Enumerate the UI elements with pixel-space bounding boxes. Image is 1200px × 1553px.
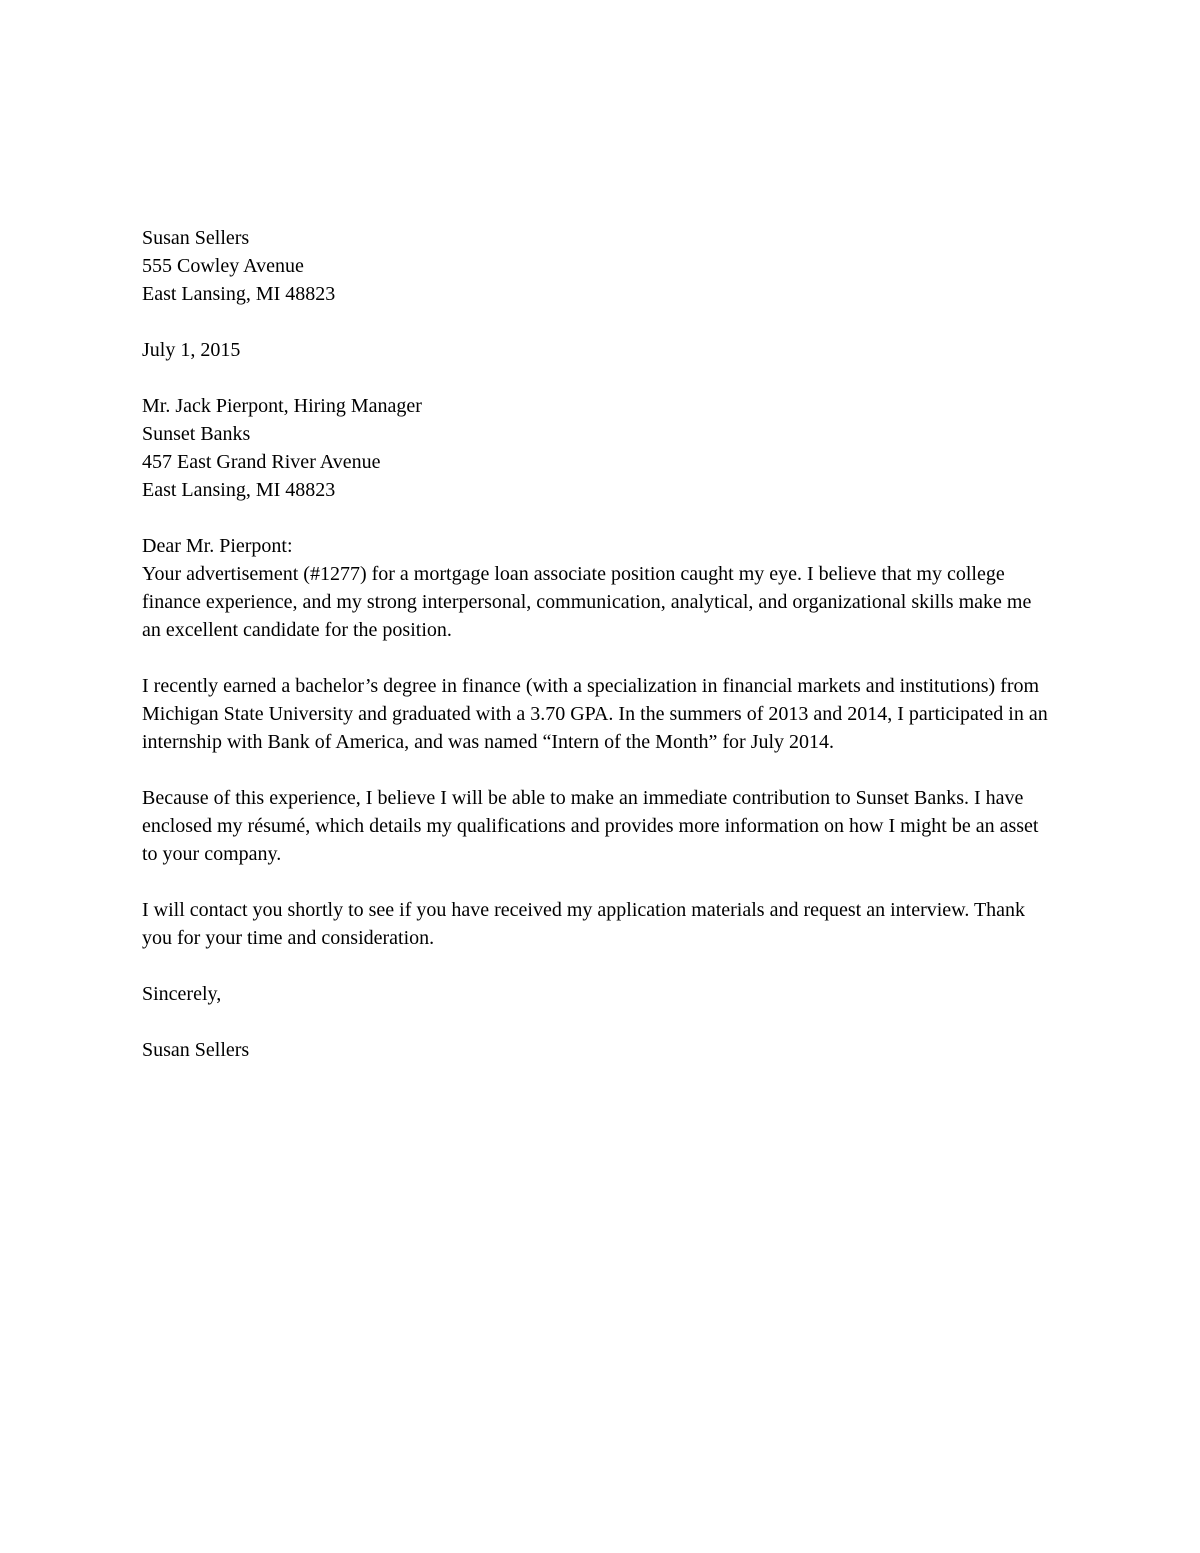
body-paragraph-2-block — [142, 672, 1050, 756]
recipient-block — [142, 392, 1050, 504]
closing: Sincerely, — [142, 983, 222, 1005]
body-paragraph-3-block — [142, 784, 1050, 868]
sender-block — [142, 224, 1050, 308]
body-paragraph-3: Because of this experience, I believe I will be able to make an immediate contribution to Sunset Banks. I have enclosed my résumé, which details my qualifications and provides more information on how I might be an asset to your company. — [142, 787, 1039, 865]
body-paragraph-4-block — [142, 896, 1050, 952]
recipient-address-line1: 457 East Grand River Avenue — [142, 451, 381, 473]
body-paragraph-2: I recently earned a bachelor’s degree in finance (with a specialization in financial markets and institutions) from Michigan State University and graduated with a 3.70 GPA. In the summers of 2013 and 2014, I participated in an internship with Bank of America, and was named “Intern of the Month” for July 2014. — [142, 675, 1048, 753]
salutation: Dear Mr. Pierpont: — [142, 535, 293, 557]
body-paragraph-4: I will contact you shortly to see if you have received my application materials and request an interview. Thank you for your time and consideration. — [142, 899, 1026, 949]
recipient-name-title: Mr. Jack Pierpont, Hiring Manager — [142, 395, 422, 417]
recipient-company: Sunset Banks — [142, 423, 251, 445]
letter-date: July 1, 2015 — [142, 339, 241, 361]
recipient-address-line2: East Lansing, MI 48823 — [142, 479, 336, 501]
signature-block — [142, 1036, 1050, 1064]
body-paragraph-1: Your advertisement (#1277) for a mortgage loan associate position caught my eye. I believe that my college finance experience, and my strong interpersonal, communication, analytical, and organizational skills make me an excellent candidate for the position. — [142, 563, 1032, 641]
signature-name: Susan Sellers — [142, 1039, 250, 1061]
date-block — [142, 336, 1050, 364]
sender-address-line2: East Lansing, MI 48823 — [142, 283, 336, 305]
sender-name: Susan Sellers — [142, 227, 250, 249]
sender-address-line1: 555 Cowley Avenue — [142, 255, 304, 277]
closing-block — [142, 980, 1050, 1008]
salutation-and-opening-block — [142, 532, 1050, 644]
